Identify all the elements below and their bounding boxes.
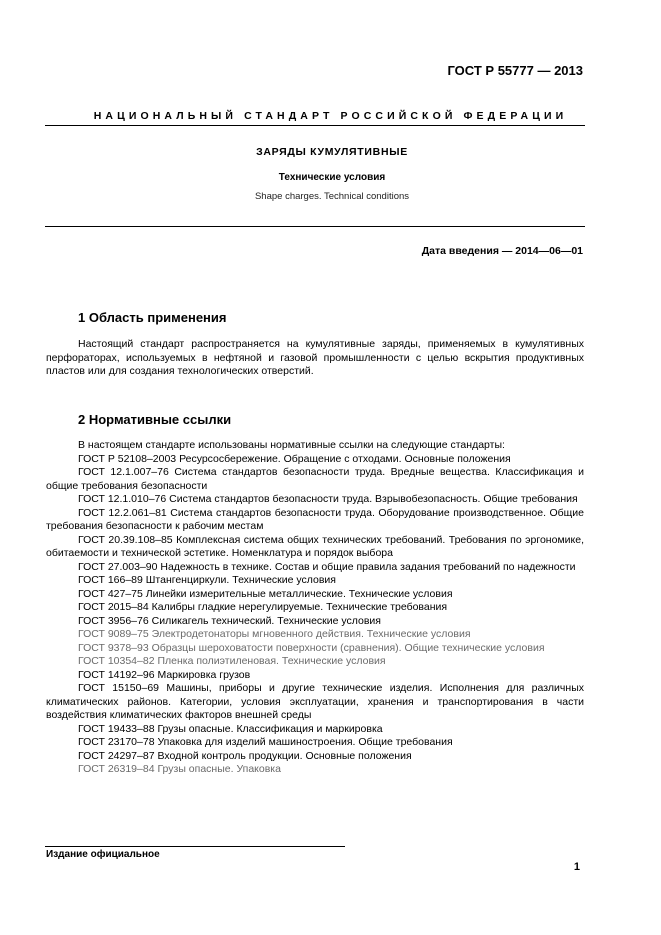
reference-item: ГОСТ 23170–78 Упаковка для изделий машиностроения. Общие требования — [78, 736, 453, 748]
normative-references-list — [46, 439, 584, 777]
section-2-heading: 2 Нормативные ссылки — [78, 412, 232, 427]
references-intro: В настоящем стандарте использованы нормативные ссылки на следующие стандарты: — [78, 439, 505, 451]
reference-item: ГОСТ 20.39.108–85 Комплексная система общих технических требований. Требования по эргономике, обитаемости и технической эстетике. Номенклатура и порядок выбора — [46, 533, 584, 559]
reference-item: ГОСТ Р 52108–2003 Ресурсосбережение. Обращение с отходами. Основные положения — [78, 452, 511, 465]
reference-item: ГОСТ 427–75 Линейки измерительные металлические. Технические условия — [78, 587, 453, 600]
reference-item: ГОСТ 19433–88 Грузы опасные. Классификация и маркировка — [78, 722, 383, 735]
standard-subtitle: Технические условия — [278, 172, 386, 183]
national-standard-heading: НАЦИОНАЛЬНЫЙ СТАНДАРТ РОССИЙСКОЙ ФЕДЕРАЦИИ — [93, 110, 568, 122]
reference-item: ГОСТ 26319–84 Грузы опасные. Упаковка — [78, 763, 281, 775]
section-1-text: Настоящий стандарт распространяется на кумулятивные заряды, применяемых в кумулятивных перфораторах, используемых в нефтяной и газовой промышленности с целью вскрытия продуктивных пластов или для создания технологических отверстий. — [46, 338, 584, 378]
introduction-date: Дата введения — 2014—06—01 — [421, 245, 583, 257]
standard-english-title: Shape charges. Technical conditions — [254, 191, 410, 202]
reference-item: ГОСТ 27.003–90 Надежность в технике. Состав и общие правила задания требований по надежности — [78, 560, 576, 573]
reference-item: ГОСТ 12.2.061–81 Система стандартов безопасности труда. Оборудование производственное. Общие требования безопасности к рабочим местам — [46, 506, 584, 532]
footer-divider — [45, 846, 345, 847]
reference-item: ГОСТ 15150–69 Машины, приборы и другие технические изделия. Исполнения для различных климатических районов. Категории, условия эксплуатации, хранения и транспортирования в части воздействия климатических факторов внешней среды — [46, 682, 584, 721]
reference-item: ГОСТ 9089–75 Электродетонаторы мгновенного действия. Технические условия — [78, 628, 471, 640]
reference-item: ГОСТ 10354–82 Пленка полиэтиленовая. Технические условия — [78, 655, 386, 667]
official-edition-label: Издание официальное — [46, 849, 160, 860]
reference-item: ГОСТ 12.1.007–76 Система стандартов безопасности труда. Вредные вещества. Классификация и общие требования безопасности — [46, 466, 584, 492]
reference-item: ГОСТ 12.1.010–76 Система стандартов безопасности труда. Взрывобезопасность. Общие требования — [78, 493, 578, 505]
reference-item: ГОСТ 24297–87 Входной контроль продукции. Основные положения — [78, 749, 412, 762]
reference-item: ГОСТ 9378–93 Образцы шероховатости поверхности (сравнения). Общие технические условия — [78, 641, 545, 654]
page-number: 1 — [573, 861, 580, 873]
reference-item: ГОСТ 3956–76 Силикагель технический. Технические условия — [78, 614, 381, 627]
section-1-heading: 1 Область применения — [78, 310, 227, 325]
reference-item: ГОСТ 166–89 Штангенциркули. Технические условия — [78, 574, 336, 586]
title-divider — [45, 226, 585, 227]
top-divider — [45, 125, 585, 126]
reference-item: ГОСТ 2015–84 Калибры гладкие нерегулируемые. Технические требования — [78, 601, 448, 613]
standard-title: ЗАРЯДЫ КУМУЛЯТИВНЫЕ — [256, 146, 408, 158]
reference-item: ГОСТ 14192–96 Маркировка грузов — [78, 668, 251, 681]
document-code: ГОСТ Р 55777 — 2013 — [447, 63, 583, 78]
